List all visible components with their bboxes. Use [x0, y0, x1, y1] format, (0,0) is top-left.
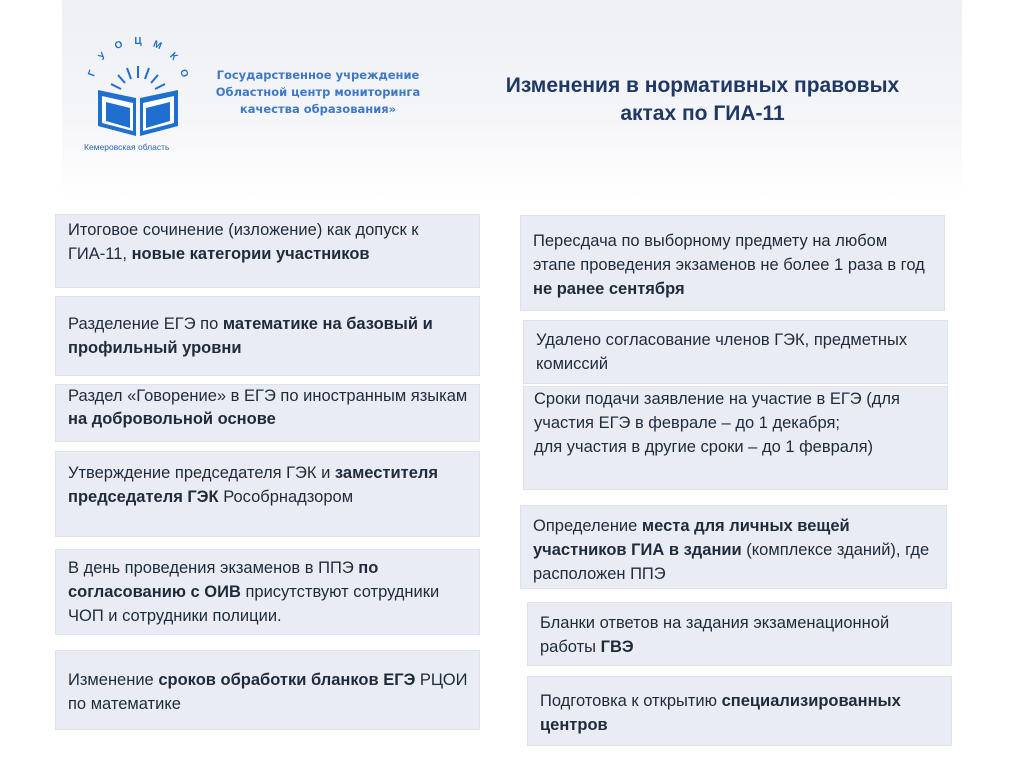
card-text: Итоговое сочинение (изложение) как допуск к ГИА-11,: [68, 221, 419, 263]
card-text: Изменение: [68, 671, 159, 689]
card-text-bold: заместителя председателя ГЭК: [68, 464, 438, 506]
info-card: [523, 386, 948, 490]
page-title: [450, 72, 955, 128]
card-text: Разделение ЕГЭ по: [68, 315, 223, 333]
logo-arc-letter: М: [151, 38, 164, 53]
organization-name: [200, 67, 436, 118]
open-book-icon: [98, 90, 178, 136]
card-text: Утверждение председателя ГЭК и: [68, 464, 335, 482]
card-text-bold: по согласованию с ОИВ: [68, 559, 379, 601]
card-text-bold: новые категории участников: [131, 245, 370, 263]
book-logo-icon: [84, 36, 196, 158]
card-text: РЦОИ по математике: [68, 671, 468, 713]
card-text-bold: на добровольной основе: [68, 410, 276, 428]
sun-rays-icon: [111, 66, 165, 89]
logo-arc-letter: К: [167, 50, 180, 63]
card-text: Подготовка к открытию: [540, 692, 722, 710]
logo-region-label: Кемеровская область: [84, 142, 170, 152]
card-text: Сроки подачи заявление на участие в ЕГЭ (для участия ЕГЭ в феврале – до 1 декабря;: [534, 390, 900, 432]
logo-arc-letter: О: [113, 38, 125, 53]
org-name-line: Государственное учреждение: [216, 68, 420, 82]
info-card: [520, 505, 947, 589]
card-text: Рособрнадзором: [218, 488, 354, 506]
card-text: Пересдача по выборному предмету на любом этапе проведения экзаменов не более 1 раза в год: [533, 232, 925, 274]
org-name-line: качества образования»: [239, 102, 397, 116]
logo-arc-letter: Ц: [134, 36, 142, 47]
info-card: [55, 296, 480, 376]
info-card: [55, 650, 480, 730]
card-text-bold: места для личных вещей участников ГИА в здании: [533, 517, 850, 559]
logo-arc-letter: У: [96, 50, 109, 63]
info-card: [523, 320, 948, 384]
title-line: Изменения в нормативных правовых: [505, 74, 900, 97]
title-line: актах по ГИА-11: [620, 102, 785, 125]
logo-arc-letter: О: [177, 67, 191, 79]
card-text-bold: ГВЭ: [600, 638, 634, 656]
card-text-bold: математике на базовый и профильный уровни: [68, 315, 433, 357]
logo-arc-letter: Г: [86, 68, 99, 78]
card-text-bold: специализированных центров: [540, 692, 901, 734]
org-name-line: Областной центр мониторинга: [215, 85, 421, 99]
info-card: [527, 602, 952, 666]
info-card: [55, 549, 480, 635]
card-text: Раздел «Говорение» в ЕГЭ по иностранным языкам: [68, 387, 468, 405]
card-text-bold: не ранее сентября: [533, 280, 685, 298]
card-text: В день проведения экзаменов в ППЭ: [68, 559, 359, 577]
card-text: (комплексе зданий), где расположен ППЭ: [533, 541, 930, 583]
card-text: для участия в другие сроки – до 1 февраля): [534, 438, 874, 456]
card-text-bold: сроков обработки бланков ЕГЭ: [158, 671, 416, 689]
info-card: [527, 676, 952, 746]
card-text: Удалено согласование членов ГЭК, предметных комиссий: [536, 331, 908, 373]
card-text: Бланки ответов на задания экзаменационной работы: [540, 614, 890, 656]
card-text: присутствуют сотрудники ЧОП и сотрудники полиции.: [68, 583, 440, 625]
info-card: [520, 215, 945, 311]
info-card: [55, 384, 480, 442]
card-text: Определение: [533, 517, 642, 535]
info-card: [55, 214, 480, 288]
info-card: [55, 451, 480, 537]
